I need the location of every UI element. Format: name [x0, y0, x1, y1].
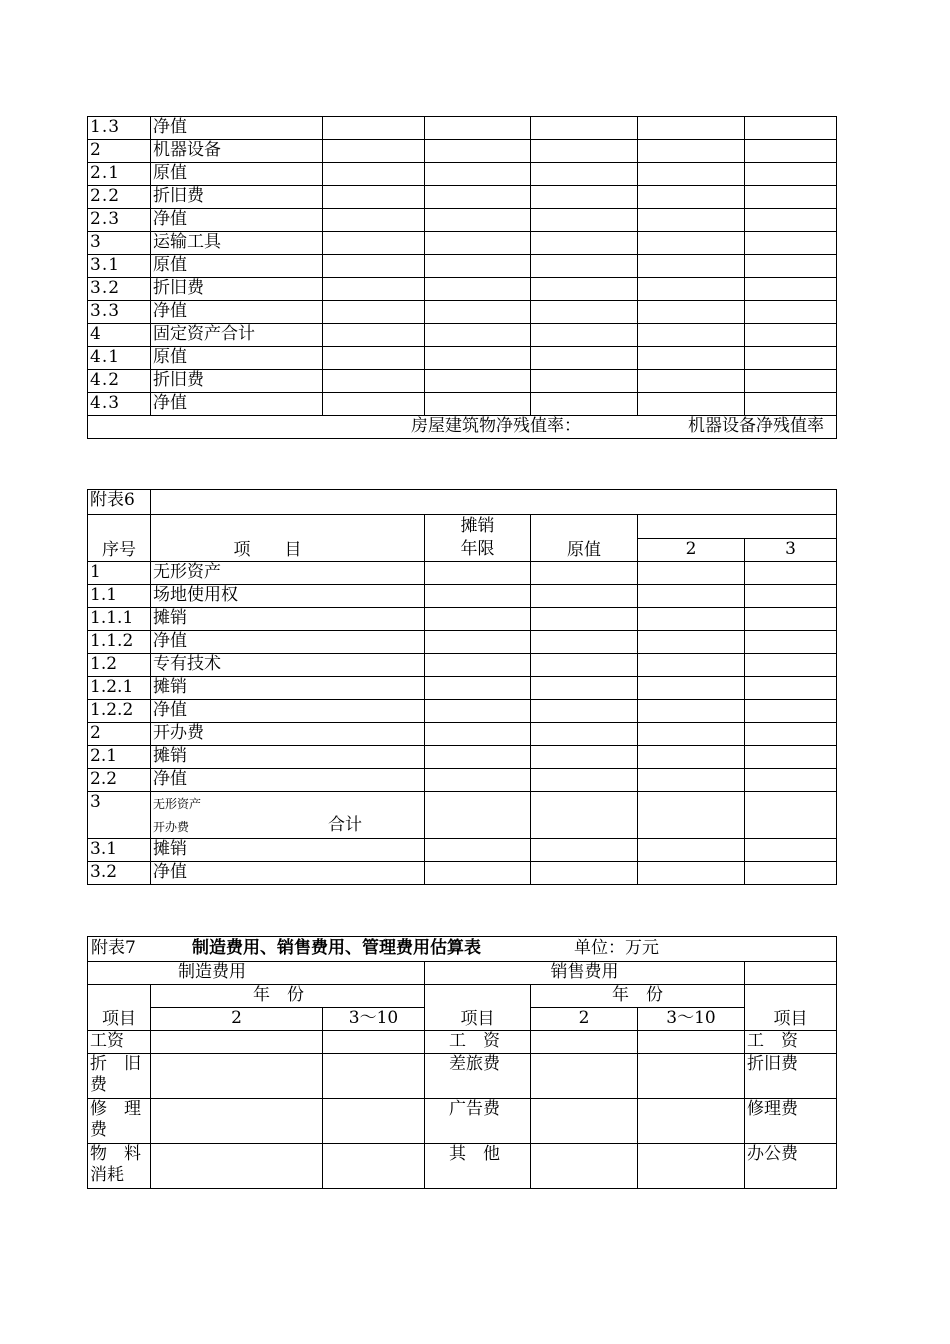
value-cell [323, 370, 425, 393]
value-cell [531, 232, 638, 255]
mfg-expense-label: 制造费用 [178, 962, 246, 982]
value-cell [425, 117, 531, 140]
mfg-item-name: 物 料消耗 [88, 1144, 151, 1189]
value-cell [425, 163, 531, 186]
row-serial-no: 4 [88, 324, 151, 347]
value-cell [323, 1054, 425, 1099]
fixed-asset-grid [87, 116, 837, 439]
admin-item-name: 办公费 [745, 1144, 837, 1189]
row-item-name: 原值 [151, 255, 323, 278]
header-amort-line1: 摊销 [460, 516, 495, 536]
value-cell [323, 1144, 425, 1189]
value-cell [425, 746, 531, 769]
value-cell [323, 393, 425, 416]
value-cell [531, 209, 638, 232]
table-row [88, 746, 837, 769]
table7-title: 制造费用、销售费用、管理费用估算表 [192, 938, 481, 958]
value-cell [323, 186, 425, 209]
fixed-asset-table [87, 116, 836, 439]
row-serial-no: 2 [88, 723, 151, 746]
value-cell [745, 700, 837, 723]
cell [425, 792, 531, 839]
value-cell [638, 769, 745, 792]
row-serial-no: 2.3 [88, 209, 151, 232]
value-cell [531, 608, 638, 631]
value-cell [531, 1099, 638, 1144]
value-cell [531, 769, 638, 792]
row-serial-no: 1.2 [88, 654, 151, 677]
value-cell [531, 186, 638, 209]
value-cell [425, 232, 531, 255]
value-cell [638, 209, 745, 232]
row-item-name: 净值 [151, 301, 323, 324]
value-cell [638, 862, 745, 885]
value-cell [531, 1144, 638, 1189]
table-row [88, 209, 837, 232]
value-cell [425, 585, 531, 608]
header-year-2: 2 [638, 538, 745, 562]
value-cell [531, 631, 638, 654]
value-cell [745, 186, 837, 209]
row-item-name: 摊销 [151, 839, 425, 862]
mfg-item-name: 修 理费 [88, 1099, 151, 1144]
sales-year-3-10: 3～10 [638, 1008, 745, 1031]
value-cell [323, 301, 425, 324]
value-cell [638, 255, 745, 278]
building-residual-rate-label: 房屋建筑物净残值率： [411, 416, 581, 436]
value-cell [745, 324, 837, 347]
row-serial-no: 1.1.1 [88, 608, 151, 631]
value-cell [531, 562, 638, 585]
value-cell [638, 232, 745, 255]
value-cell [531, 140, 638, 163]
value-cell [531, 117, 638, 140]
expense-estimate-table [87, 936, 836, 1189]
header-item [151, 515, 425, 562]
value-cell [531, 370, 638, 393]
header-amortization-years [425, 515, 531, 562]
table7-unit: 单位：万元 [574, 938, 659, 958]
value-cell [745, 278, 837, 301]
value-cell [531, 278, 638, 301]
value-cell [531, 347, 638, 370]
row-serial-no: 3.3 [88, 301, 151, 324]
value-cell [638, 140, 745, 163]
total-row-divider [153, 792, 323, 793]
value-cell [151, 1031, 323, 1054]
value-cell [323, 232, 425, 255]
value-cell [745, 769, 837, 792]
row-item-name: 摊销 [151, 746, 425, 769]
admin-item-name: 修理费 [745, 1099, 837, 1144]
value-cell [531, 862, 638, 885]
value-cell [425, 324, 531, 347]
table-row [88, 585, 837, 608]
value-cell [425, 769, 531, 792]
row-serial-no: 3 [88, 232, 151, 255]
value-cell [638, 677, 745, 700]
table-row [88, 608, 837, 631]
value-cell [425, 654, 531, 677]
header-original-value: 原值 [531, 515, 638, 562]
row-serial-no: 4.1 [88, 347, 151, 370]
value-cell [425, 255, 531, 278]
table-row [88, 1099, 837, 1144]
cell [745, 792, 837, 839]
value-cell [425, 209, 531, 232]
value-cell [745, 370, 837, 393]
row-serial-no: 4.2 [88, 370, 151, 393]
value-cell [531, 1054, 638, 1099]
value-cell [745, 585, 837, 608]
header-item-label: 项 目 [233, 540, 302, 560]
machine-residual-rate-label: 机器设备净残值率 [688, 416, 824, 436]
value-cell [323, 255, 425, 278]
table7-title-row [88, 937, 837, 962]
value-cell [745, 677, 837, 700]
value-cell [151, 1144, 323, 1189]
intangible-asset-table [87, 489, 836, 885]
table-row [88, 677, 837, 700]
value-cell [323, 209, 425, 232]
value-cell [638, 117, 745, 140]
residual-rate-row [88, 416, 837, 439]
header-year-3: 3 [745, 538, 837, 562]
value-cell [425, 393, 531, 416]
row-item-name: 原值 [151, 347, 323, 370]
value-cell [425, 839, 531, 862]
value-cell [638, 562, 745, 585]
value-cell [531, 723, 638, 746]
row-item-name: 净值 [151, 393, 323, 416]
total-row-suffix: 合计 [328, 815, 362, 835]
row-serial-no: 3.1 [88, 839, 151, 862]
value-cell [638, 746, 745, 769]
table-row [88, 255, 837, 278]
row-serial-no: 2.2 [88, 769, 151, 792]
table-row [88, 1031, 837, 1054]
value-cell [745, 608, 837, 631]
total-row-line2: 开办费 [153, 820, 190, 834]
value-cell [425, 862, 531, 885]
value-cell [638, 1031, 745, 1054]
value-cell [638, 163, 745, 186]
row-serial-no: 1 [88, 562, 151, 585]
expense-body [88, 1031, 837, 1189]
value-cell [745, 347, 837, 370]
row-item-name: 折旧费 [151, 370, 323, 393]
row-item-name: 专有技术 [151, 654, 425, 677]
row-serial-no: 1.1 [88, 585, 151, 608]
value-cell [531, 324, 638, 347]
value-cell [531, 163, 638, 186]
total-row-line1: 无形资产 [153, 797, 202, 811]
row-serial-no: 3.2 [88, 278, 151, 301]
value-cell [425, 347, 531, 370]
value-cell [745, 301, 837, 324]
value-cell [638, 631, 745, 654]
row-item-name: 折旧费 [151, 186, 323, 209]
row-item-name: 折旧费 [151, 278, 323, 301]
value-cell [638, 839, 745, 862]
row-item-name: 固定资产合计 [151, 324, 323, 347]
value-cell [323, 347, 425, 370]
value-cell [638, 723, 745, 746]
table-row [88, 232, 837, 255]
table-row [88, 163, 837, 186]
value-cell [425, 370, 531, 393]
cell [531, 792, 638, 839]
table-row [88, 654, 837, 677]
intangible-asset-body [88, 562, 837, 792]
value-cell [425, 186, 531, 209]
sales-year-2: 2 [531, 1008, 638, 1031]
table-row [88, 117, 837, 140]
value-cell [745, 562, 837, 585]
value-cell [638, 608, 745, 631]
row-serial-no: 4.3 [88, 393, 151, 416]
row-serial-no: 1.3 [88, 117, 151, 140]
row-item-name: 净值 [151, 117, 323, 140]
value-cell [531, 839, 638, 862]
value-cell [745, 862, 837, 885]
row-serial-no: 1.1.2 [88, 631, 151, 654]
row-item-name: 场地使用权 [151, 585, 425, 608]
mfg-year-label: 年 份 [253, 985, 304, 1005]
intangible-asset-tail [88, 839, 837, 885]
value-cell [531, 301, 638, 324]
sales-item-name: 其 他 [425, 1144, 531, 1189]
value-cell [638, 1099, 745, 1144]
value-cell [638, 186, 745, 209]
value-cell [638, 585, 745, 608]
cell [638, 792, 745, 839]
row-item-name: 净值 [151, 700, 425, 723]
value-cell [323, 278, 425, 301]
table-row [88, 347, 837, 370]
value-cell [745, 209, 837, 232]
value-cell [745, 163, 837, 186]
table-row [88, 186, 837, 209]
value-cell [638, 1054, 745, 1099]
table7-label: 附表7 [91, 938, 136, 958]
value-cell [745, 255, 837, 278]
intangible-asset-grid [87, 489, 837, 885]
table-row [88, 700, 837, 723]
table-row [88, 839, 837, 862]
value-cell [323, 140, 425, 163]
fixed-asset-body [88, 117, 837, 416]
value-cell [425, 677, 531, 700]
table-row [88, 1144, 837, 1189]
mfg-item-name: 折 旧费 [88, 1054, 151, 1099]
row-serial-no: 1.2.1 [88, 677, 151, 700]
value-cell [425, 562, 531, 585]
admin-item-name: 折旧费 [745, 1054, 837, 1099]
value-cell [745, 654, 837, 677]
value-cell [638, 393, 745, 416]
value-cell [323, 1031, 425, 1054]
value-cell [425, 700, 531, 723]
row-item-name: 开办费 [151, 723, 425, 746]
value-cell [151, 1099, 323, 1144]
sales-item-name: 广告费 [425, 1099, 531, 1144]
sales-item-name: 差旅费 [425, 1054, 531, 1099]
admin-item-header: 项目 [745, 985, 837, 1031]
value-cell [638, 700, 745, 723]
value-cell [425, 631, 531, 654]
value-cell [638, 654, 745, 677]
sales-item-name: 工 资 [425, 1031, 531, 1054]
value-cell [745, 232, 837, 255]
header-years-group [638, 515, 837, 539]
value-cell [745, 117, 837, 140]
value-cell [425, 301, 531, 324]
value-cell [323, 117, 425, 140]
value-cell [531, 654, 638, 677]
value-cell [638, 301, 745, 324]
admin-expense-header [745, 962, 837, 985]
header-amort-line2: 年限 [460, 539, 495, 559]
value-cell [531, 393, 638, 416]
value-cell [425, 140, 531, 163]
row-item-name: 净值 [151, 209, 323, 232]
table-row [88, 393, 837, 416]
expense-grid [87, 936, 837, 1189]
sales-expense-header: 销售费用 [425, 962, 745, 985]
value-cell [638, 324, 745, 347]
row-item-name: 机器设备 [151, 140, 323, 163]
row-item-name: 净值 [151, 862, 425, 885]
value-cell [745, 140, 837, 163]
value-cell [638, 347, 745, 370]
row-serial-no: 2 [88, 140, 151, 163]
value-cell [531, 1031, 638, 1054]
value-cell [745, 393, 837, 416]
value-cell [323, 1099, 425, 1144]
value-cell [745, 746, 837, 769]
row-serial-no: 2.1 [88, 746, 151, 769]
sales-item-header: 项目 [425, 985, 531, 1031]
row-item-name: 净值 [151, 631, 425, 654]
table6-title: 附表6 [88, 490, 151, 515]
mfg-year-2: 2 [151, 1008, 323, 1031]
header-serial-no: 序号 [88, 515, 151, 562]
value-cell [151, 1054, 323, 1099]
table-row [88, 723, 837, 746]
value-cell [531, 677, 638, 700]
row-item-name: 运输工具 [151, 232, 323, 255]
value-cell [531, 746, 638, 769]
row-serial-no: 1.2.2 [88, 700, 151, 723]
sales-year-header: 年 份 [531, 985, 745, 1008]
value-cell [323, 324, 425, 347]
row-serial-no: 3.1 [88, 255, 151, 278]
row-item-name: 净值 [151, 769, 425, 792]
value-cell [531, 255, 638, 278]
mfg-item-name: 工资 [88, 1031, 151, 1054]
mfg-expense-header [88, 962, 425, 985]
table6-title-spacer [151, 490, 837, 515]
value-cell [531, 585, 638, 608]
value-cell [638, 278, 745, 301]
table-row [88, 862, 837, 885]
value-cell [531, 700, 638, 723]
table-row [88, 370, 837, 393]
value-cell [323, 163, 425, 186]
row-item-name: 摊销 [151, 608, 425, 631]
mfg-year-3-10: 3～10 [323, 1008, 425, 1031]
value-cell [638, 370, 745, 393]
table-row [88, 140, 837, 163]
row-serial-no: 3.2 [88, 862, 151, 885]
value-cell [425, 723, 531, 746]
value-cell [638, 1144, 745, 1189]
value-cell [745, 839, 837, 862]
table-row [88, 324, 837, 347]
row-item-name: 无形资产 [151, 562, 425, 585]
value-cell [425, 608, 531, 631]
total-row-no: 3 [88, 792, 151, 839]
table-row [88, 562, 837, 585]
admin-item-name: 工 资 [745, 1031, 837, 1054]
row-serial-no: 2.1 [88, 163, 151, 186]
row-item-name: 原值 [151, 163, 323, 186]
table-row [88, 631, 837, 654]
total-row-item [151, 792, 425, 839]
value-cell [425, 278, 531, 301]
row-serial-no: 2.2 [88, 186, 151, 209]
table-row [88, 769, 837, 792]
table-row [88, 278, 837, 301]
table-row [88, 1054, 837, 1099]
mfg-item-header: 项目 [88, 985, 151, 1031]
mfg-year-header [151, 985, 425, 1008]
table-row [88, 301, 837, 324]
row-item-name: 摊销 [151, 677, 425, 700]
value-cell [745, 631, 837, 654]
value-cell [745, 723, 837, 746]
